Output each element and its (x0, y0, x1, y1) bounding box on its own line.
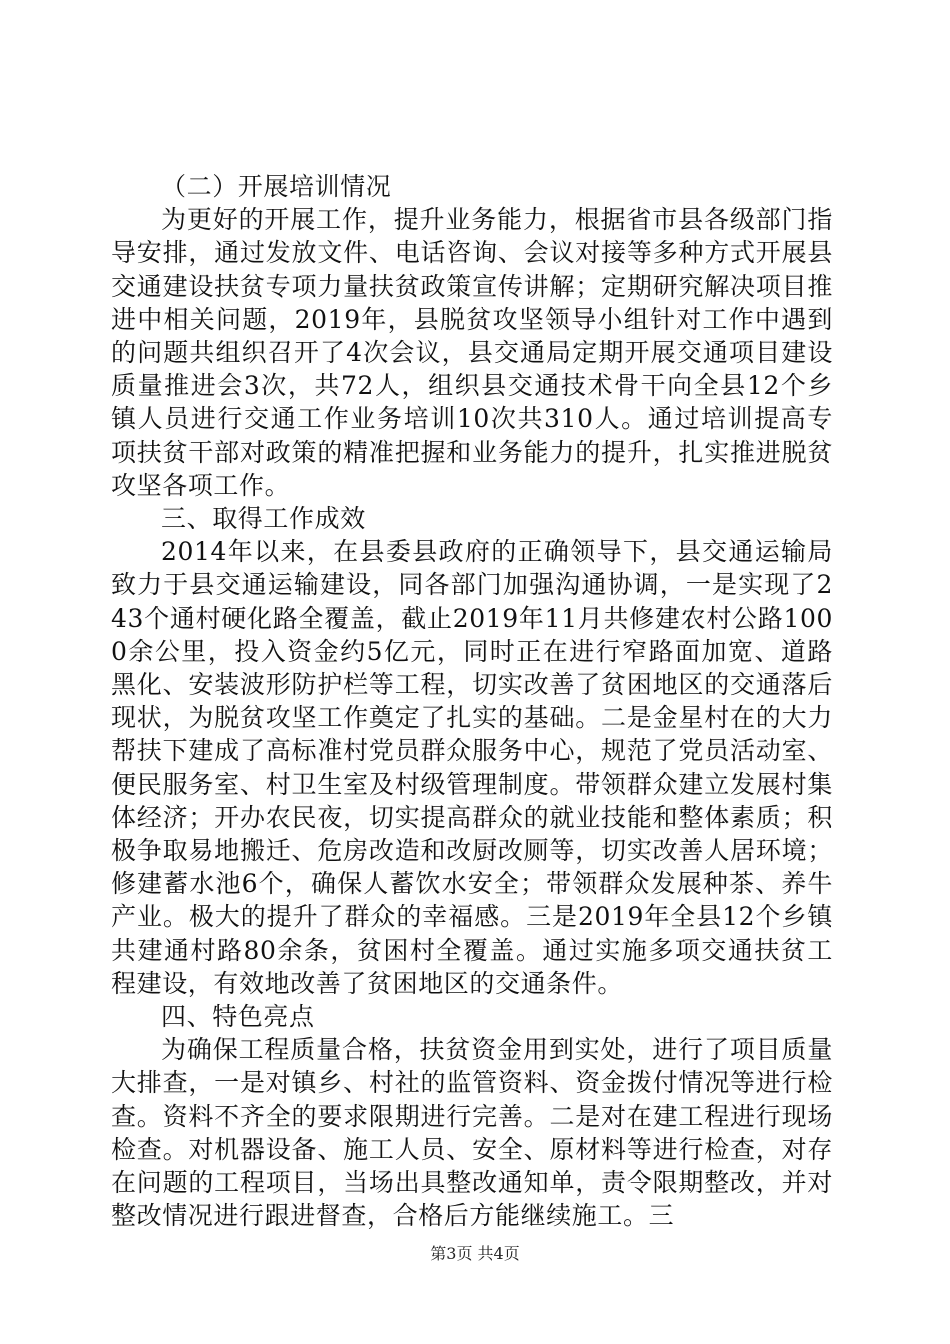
section-heading-achievements: 三、取得工作成效 (161, 504, 366, 534)
section-paragraph-achievements: 2014年以来，在县委县政府的正确领导下，县交通运输局致力于县交通运输建设，同各部门加强沟通协调，一是实现了243个通村硬化路全覆盖，截止2019年11月共修建农村公路1000余公里，投入资金约5亿元，同时正在进行窄路面加宽、道路黑化、安装波形防护栏等工程，切实改善了贫困地区的交通落后现状，为脱贫攻坚工作奠定了扎实的基础。二是金星村在的大力帮扶下建成了高标准村党员群众服务中心，规范了党员活动室、便民服务室、村卫生室及村级管理制度。带领群众建立发展村集体经济；开办农民夜，切实提高群众的就业技能和整体素质；积极争取易地搬迁、危房改造和改厨改厕等，切实改善人居环境；修建蓄水池6个，确保人蓄饮水安全；带领群众发展种茶、养牛产业。极大的提升了群众的幸福感。三是2019年全县12个乡镇共建通村路80余条，贫困村全覆盖。通过实施多项交通扶贫工程建设，有效地改善了贫困地区的交通条件。 (111, 537, 833, 998)
section-paragraph-training: 为更好的开展工作，提升业务能力，根据省市县各级部门指导安排，通过发放文件、电话咨询、会议对接等多种方式开展县交通建设扶贫专项力量扶贫政策宣传讲解；定期研究解决项目推进中相关问题，2019年，县脱贫攻坚领导小组针对工作中遇到的问题共组织召开了4次会议，县交通局定期开展交通项目建设质量推进会3次，共72人，组织县交通技术骨干向全县12个乡镇人员进行交通工作业务培训10次共310人。通过培训提高专项扶贫干部对政策的精准把握和业务能力的提升，扎实推进脱贫攻坚各项工作。 (111, 205, 833, 500)
section-heading-training: （二）开展培训情况 (161, 172, 392, 201)
document-body (111, 170, 833, 1233)
section-paragraph-highlights: 为确保工程质量合格，扶贫资金用到实处，进行了项目质量大排查，一是对镇乡、村社的监管资料、资金拨付情况等进行检查。资料不齐全的要求限期进行完善。二是对在建工程进行现场检查。对机器设备、施工人员、安全、原材料等进行检查，对存在问题的工程项目，当场出具整改通知单，责令限期整改，并对整改情况进行跟进督查，合格后方能继续施工。三 (111, 1035, 833, 1231)
page-number-footer: 第3页 共4页 (430, 1244, 520, 1263)
section-heading-highlights: 四、特色亮点 (161, 1002, 315, 1032)
